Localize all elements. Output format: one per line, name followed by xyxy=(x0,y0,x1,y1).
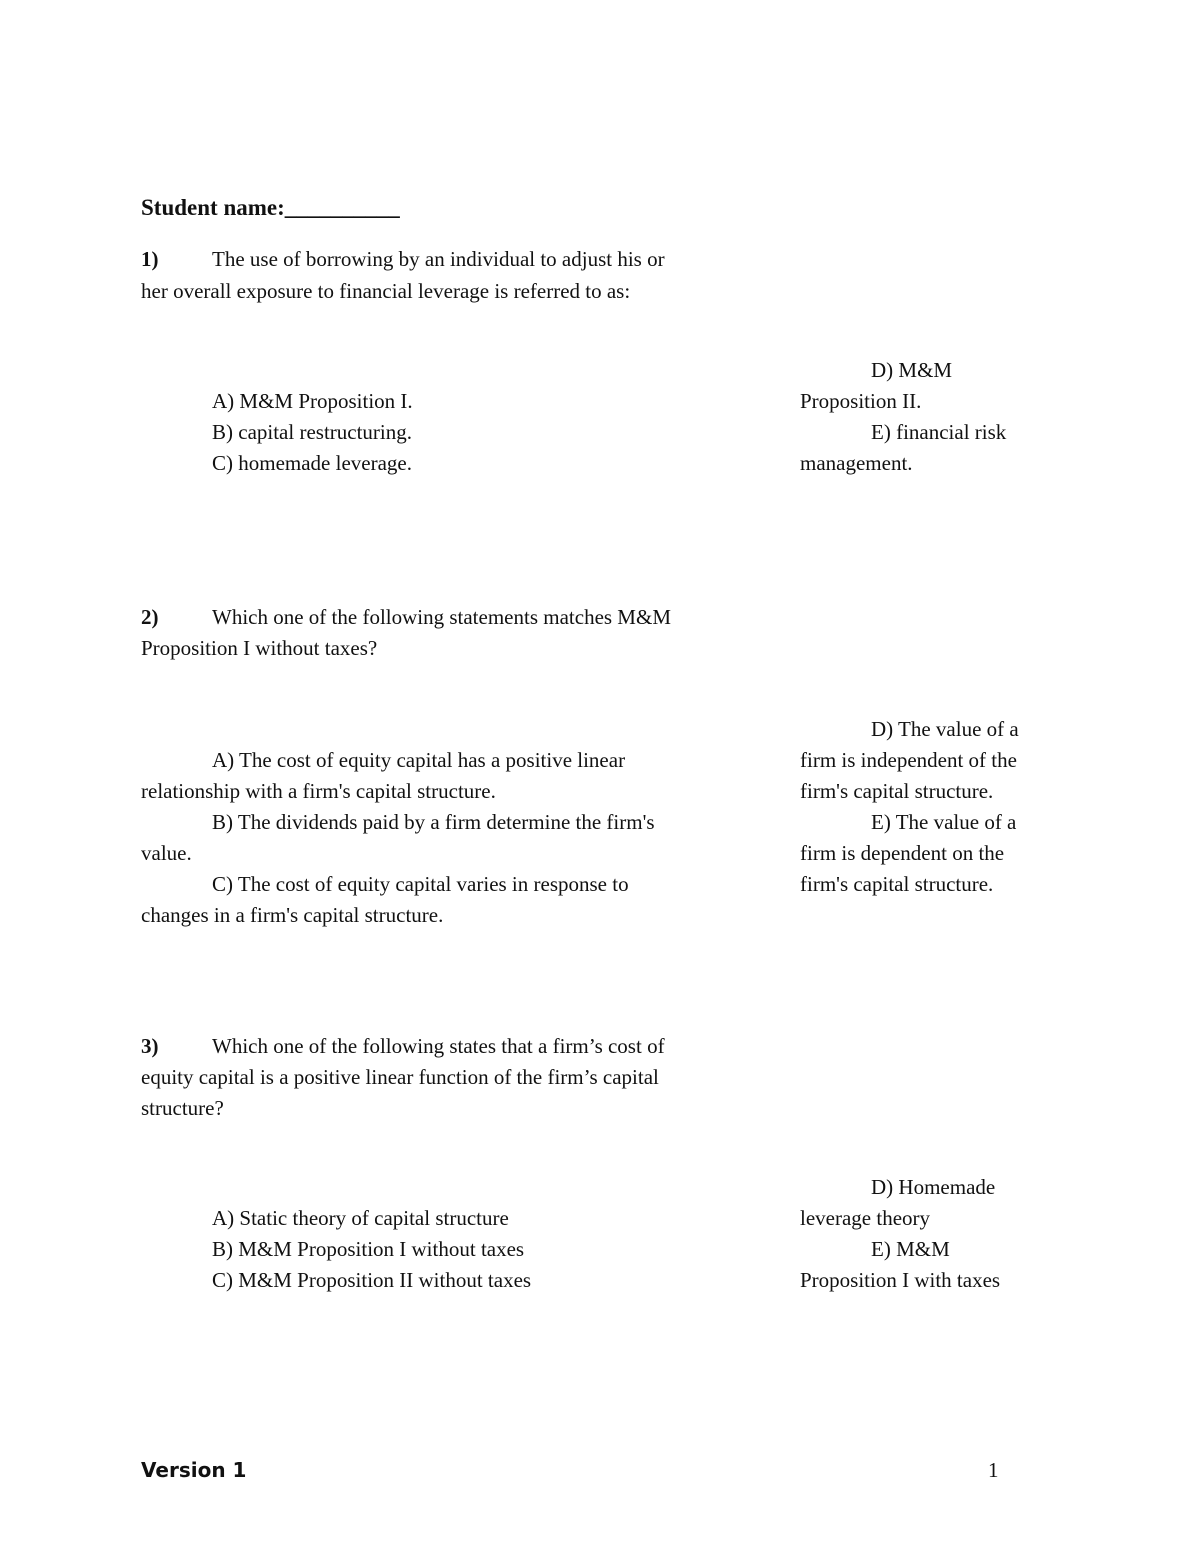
option-c: C) homemade leverage. xyxy=(212,451,412,475)
option-a: A) The cost of equity capital has a positive linear xyxy=(212,748,626,772)
option-b-cont: value. xyxy=(141,841,192,865)
option-d: D) M&M xyxy=(871,358,953,382)
option-a: A) Static theory of capital structure xyxy=(212,1206,509,1230)
option-e: E) M&M xyxy=(871,1237,950,1261)
option-c-cont: changes in a firm's capital structure. xyxy=(141,903,444,927)
option-d-cont: firm is independent of the xyxy=(800,748,1017,772)
question-text: equity capital is a positive linear function of the firm’s capital xyxy=(141,1065,659,1089)
option-b: B) capital restructuring. xyxy=(212,420,413,444)
option-d-cont: leverage theory xyxy=(800,1206,931,1230)
question-number: 2) xyxy=(141,605,159,629)
question-text: Which one of the following states that a firm’s cost of xyxy=(212,1034,665,1058)
option-d: D) The value of a xyxy=(871,717,1019,741)
option-d-cont: firm's capital structure. xyxy=(800,779,994,803)
option-d-cont: Proposition II. xyxy=(800,389,922,413)
option-e-cont: Proposition I with taxes xyxy=(800,1268,1001,1292)
question-text: Proposition I without taxes? xyxy=(141,636,378,660)
option-b: B) M&M Proposition I without taxes xyxy=(212,1237,525,1261)
footer-version: Version 1 xyxy=(141,1458,247,1482)
option-e-cont: management. xyxy=(800,451,913,475)
option-a-cont: relationship with a firm's capital structure. xyxy=(141,779,496,803)
question-text: Which one of the following statements matches M&M xyxy=(212,605,671,629)
question-text: The use of borrowing by an individual to adjust his or xyxy=(212,247,665,271)
question-number: 1) xyxy=(141,247,159,271)
option-c: C) M&M Proposition II without taxes xyxy=(212,1268,532,1292)
option-e: E) The value of a xyxy=(871,810,1017,834)
option-e-cont: firm is dependent on the xyxy=(800,841,1005,865)
page-number: 1 xyxy=(988,1458,999,1482)
question-number: 3) xyxy=(141,1034,159,1058)
option-d: D) Homemade xyxy=(871,1175,996,1199)
option-e-cont: firm's capital structure. xyxy=(800,872,994,896)
student-name-label: Student name:__________ xyxy=(141,195,400,220)
question-text: structure? xyxy=(141,1096,224,1120)
option-e: E) financial risk xyxy=(871,420,1007,444)
option-a: A) M&M Proposition I. xyxy=(212,389,413,413)
question-text: her overall exposure to financial leverage is referred to as: xyxy=(141,279,631,303)
option-c: C) The cost of equity capital varies in response to xyxy=(212,872,629,896)
option-b: B) The dividends paid by a firm determine the firm's xyxy=(212,810,655,834)
